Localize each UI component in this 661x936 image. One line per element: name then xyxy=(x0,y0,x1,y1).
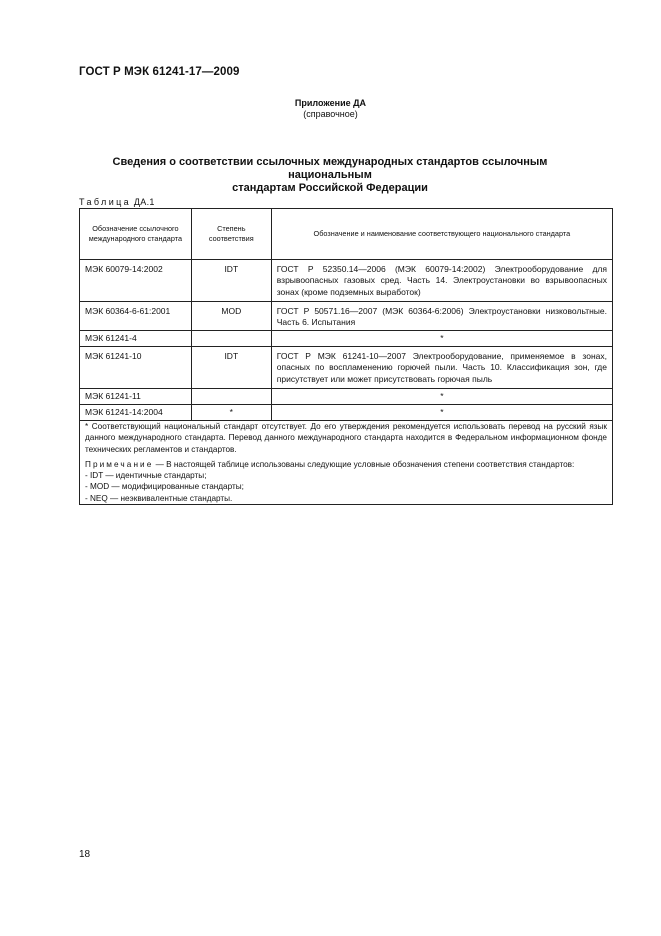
table-caption-id: ДА.1 xyxy=(133,197,155,207)
heading-line-1: Сведения о соответствии ссылочных международных стандартов ссылочным национальным xyxy=(112,156,548,181)
national-standard-cell: * xyxy=(271,331,612,347)
annex-subtitle: (справочное) xyxy=(303,109,358,119)
degree-cell xyxy=(191,389,271,405)
table-caption-prefix: Таблица xyxy=(79,197,132,207)
note-item: - IDT — идентичные стандарты; xyxy=(85,471,207,481)
table-notes-cell xyxy=(80,421,613,505)
national-standard-cell: * xyxy=(271,405,612,421)
table-row xyxy=(80,389,613,405)
national-standard-cell: ГОСТ Р МЭК 61241-10—2007 Электрооборудование, применяемое в зонах, опасных по воспламенению горючей пыли. Часть 10. Классификация зон, где присутствует или может присутствовать горючая пыль xyxy=(271,347,612,389)
heading-line-2: стандартам Российской Федерации xyxy=(232,182,428,194)
intl-standard-cell: МЭК 61241-11 xyxy=(80,389,192,405)
national-standard-cell: ГОСТ Р 52350.14—2006 (МЭК 60079-14:2002) Электрооборудование для взрывоопасных газовых сред. Часть 14. Электроустановки во взрывоопасных зонах (кроме подземных выработок) xyxy=(271,260,612,302)
table-row xyxy=(80,331,613,347)
header-national-standard: Обозначение и наименование соответствующего национального стандарта xyxy=(271,209,612,260)
page-number: 18 xyxy=(79,849,91,860)
intl-standard-cell: МЭК 60364-6-61:2001 xyxy=(80,302,192,331)
note-item: - MOD — модифицированные стандарты; xyxy=(85,482,244,492)
degree-cell: MOD xyxy=(191,302,271,331)
degree-cell: IDT xyxy=(191,347,271,389)
annex-title: Приложение ДА xyxy=(294,98,367,108)
table-row xyxy=(80,405,613,421)
table-row xyxy=(80,347,613,389)
annex-block xyxy=(0,98,661,120)
document-code: ГОСТ Р МЭК 61241-17—2009 xyxy=(79,66,240,78)
table-caption xyxy=(79,197,155,207)
note-text: — В настоящей таблице использованы следующие условные обозначения степени соответствия стандартов: xyxy=(155,459,575,469)
correspondence-table xyxy=(79,208,613,505)
header-degree: Степень соответствия xyxy=(191,209,271,260)
section-heading xyxy=(80,156,580,195)
intl-standard-cell: МЭК 60079-14:2002 xyxy=(80,260,192,302)
note-item: - NEQ — неэквивалентные стандарты. xyxy=(85,493,233,503)
national-standard-cell: * xyxy=(271,389,612,405)
intl-standard-cell: МЭК 61241-10 xyxy=(80,347,192,389)
table-header-row xyxy=(80,209,613,260)
header-intl-standard: Обозначение ссылочного международного стандарта xyxy=(80,209,192,260)
table-footnote: * Соответствующий национальный стандарт отсутствует. До его утверждения рекомендуется использовать перевод на русский язык данного международного стандарта. Перевод данного международного стандарта находится в Федеральном информационном фонде технических регламентов и стандартов. xyxy=(85,422,607,454)
table-row xyxy=(80,260,613,302)
table-notes-row xyxy=(80,421,613,505)
national-standard-cell: ГОСТ Р 50571.16—2007 (МЭК 60364-6:2006) Электроустановки низковольтные. Часть 6. Испытания xyxy=(271,302,612,331)
degree-cell xyxy=(191,331,271,347)
degree-cell: IDT xyxy=(191,260,271,302)
note-label: Примечание xyxy=(85,459,154,469)
intl-standard-cell: МЭК 61241-4 xyxy=(80,331,192,347)
intl-standard-cell: МЭК 61241-14:2004 xyxy=(80,405,192,421)
degree-cell: * xyxy=(191,405,271,421)
table-row xyxy=(80,302,613,331)
table-note xyxy=(85,459,607,470)
